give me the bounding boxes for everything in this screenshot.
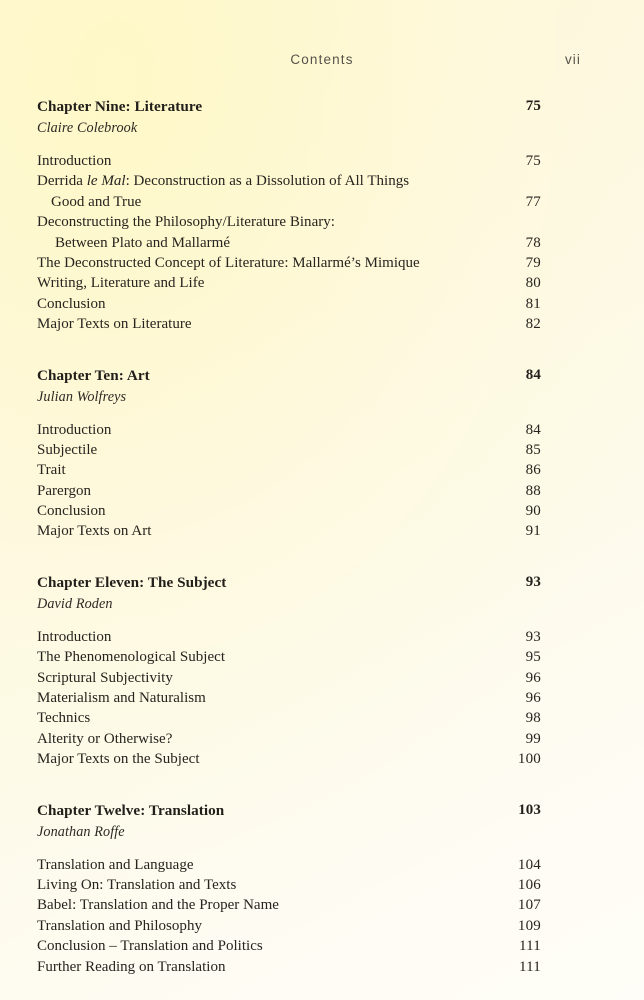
toc-entry-text-segment: Major Texts on Art	[37, 523, 152, 540]
chapter-author: Claire Colebrook	[37, 120, 138, 136]
chapter-entries	[37, 420, 541, 542]
chapter-author-row	[37, 386, 541, 408]
toc-entry-label	[37, 422, 111, 438]
toc-entry-label	[37, 918, 202, 934]
chapter-author: Julian Wolfreys	[37, 388, 127, 405]
toc-entry-row[interactable]	[37, 668, 541, 688]
chapter-title: Chapter Nine: Literature	[37, 98, 203, 115]
toc-entry-row[interactable]	[37, 936, 541, 956]
toc-entry-page-number: 84	[525, 421, 541, 438]
toc-entry-page-number: 86	[525, 462, 541, 479]
chapter-page-number: 75	[525, 98, 541, 114]
toc-entry-label	[37, 731, 172, 747]
toc-entry-label	[37, 877, 236, 893]
chapter-author: Jonathan Roffe	[37, 823, 125, 840]
chapter-title-row[interactable]	[37, 800, 541, 821]
toc-entry-page-number: 111	[519, 958, 541, 975]
toc-entry-label	[37, 897, 279, 913]
toc-entry-page-number: 82	[525, 316, 541, 333]
toc-entry-text-segment: Technics	[37, 710, 91, 727]
toc-entry-page-number: 111	[519, 938, 541, 955]
toc-entry-row[interactable]	[37, 521, 541, 541]
chapter-title-row[interactable]	[37, 96, 541, 117]
toc-entry-row[interactable]	[37, 273, 541, 293]
chapter-title: Chapter Twelve: Translation	[37, 801, 225, 819]
toc-entry-label	[37, 690, 206, 706]
toc-entry-row[interactable]	[37, 151, 541, 171]
chapter-block	[37, 96, 541, 335]
toc-entry-label	[37, 523, 151, 539]
chapter-title-row[interactable]	[37, 572, 541, 593]
toc-entry-label	[37, 483, 91, 499]
toc-entry-text-segment: Further Reading on Translation	[37, 958, 226, 975]
toc-entry-row[interactable]	[37, 420, 541, 440]
toc-entry-label	[37, 959, 226, 975]
toc-entry-page-number: 79	[525, 254, 541, 271]
running-head-folio: vii	[564, 52, 581, 67]
chapter-block	[37, 800, 541, 977]
toc-entry-text-segment: Scriptural Subjectivity	[37, 669, 173, 686]
toc-entry-row[interactable]	[37, 729, 541, 749]
toc-entry-page-number: 80	[525, 275, 541, 292]
toc-entry-label	[37, 214, 335, 230]
toc-entry-label	[37, 275, 204, 291]
toc-entry-label	[37, 173, 409, 189]
toc-entry-label	[37, 296, 106, 312]
toc-entry-row[interactable]	[37, 688, 541, 708]
toc-entry-text-segment: Materialism and Naturalism	[37, 690, 206, 707]
chapter-author-row	[37, 821, 541, 843]
chapter-entries	[37, 855, 541, 977]
toc-entry-text-segment: Babel: Translation and the Proper Name	[37, 897, 279, 914]
table-of-contents	[37, 96, 541, 977]
toc-entry-label	[37, 462, 66, 478]
toc-entry-text-segment: Parergon	[37, 482, 92, 499]
toc-entry-text-segment: Translation and Language	[37, 856, 194, 873]
toc-entry-text-segment: Living On: Translation and Texts	[37, 876, 237, 893]
toc-entry-text-segment: Introduction	[37, 421, 112, 438]
toc-entry-page-number: 88	[525, 482, 541, 499]
toc-entry-page-number: 95	[525, 649, 541, 666]
toc-entry-text-segment: Conclusion	[37, 295, 106, 312]
toc-entry-label	[37, 710, 90, 726]
toc-entry-page-number: 107	[517, 897, 541, 914]
toc-entry-label	[37, 649, 225, 665]
chapter-entries	[37, 627, 541, 770]
toc-entry-row[interactable]	[37, 895, 541, 915]
toc-entry-row[interactable]	[37, 460, 541, 480]
toc-entry-text-segment: Introduction	[37, 628, 112, 645]
toc-entry-text-segment: Subjectile	[37, 441, 98, 458]
chapter-author-row	[37, 117, 541, 139]
toc-entry-text-segment: Introduction	[37, 153, 112, 169]
toc-entry-row[interactable]	[37, 916, 541, 936]
toc-entry-row[interactable]	[37, 627, 541, 647]
toc-entry-label	[37, 442, 97, 458]
toc-entry-text-segment: Derrida	[37, 173, 87, 190]
toc-entry-row[interactable]	[37, 171, 541, 191]
toc-entry-text-segment: Alterity or Otherwise?	[37, 730, 173, 747]
chapter-title: Chapter Eleven: The Subject	[37, 573, 227, 591]
toc-entry-row[interactable]	[37, 440, 541, 460]
chapter-author-row	[37, 593, 541, 615]
toc-entry-text-segment: : Deconstruction as a Dissolution of All Things	[125, 173, 410, 190]
toc-entry-text-segment: The Phenomenological Subject	[37, 649, 226, 666]
toc-entry-text-segment: Writing, Literature and Life	[37, 275, 205, 292]
running-head	[37, 52, 607, 74]
toc-entry-page-number: 99	[525, 730, 541, 747]
toc-entry-label	[37, 316, 192, 332]
toc-entry-row[interactable]	[37, 855, 541, 875]
toc-entry-row[interactable]	[37, 253, 541, 273]
toc-entry-page-number: 106	[517, 876, 541, 893]
toc-entry-page-number: 75	[525, 153, 541, 169]
toc-entry-row[interactable]	[37, 233, 541, 253]
toc-entry-row[interactable]	[37, 875, 541, 895]
toc-entry-text-segment: Deconstructing the Philosophy/Literature Binary:	[37, 214, 335, 231]
toc-entry-text-segment: The Deconstructed Concept of Literature: Mallarmé’s Mimique	[37, 254, 420, 271]
toc-entry-text-segment: Conclusion – Translation and Politics	[37, 938, 263, 955]
toc-entry-text-segment: Good and True	[51, 193, 142, 210]
toc-entry-text-segment: Between Plato and Mallarmé	[55, 234, 231, 251]
toc-entry-row[interactable]	[37, 957, 541, 977]
toc-entry-label	[37, 194, 141, 210]
chapter-page-number: 93	[525, 573, 541, 590]
chapter-page-number: 103	[518, 801, 541, 818]
toc-entry-row[interactable]	[37, 749, 541, 769]
toc-entry-label	[37, 857, 194, 873]
chapter-author: David Roden	[37, 595, 113, 612]
chapter-title: Chapter Ten: Art	[37, 366, 150, 384]
toc-entry-label	[37, 670, 173, 686]
toc-entry-page-number: 90	[525, 503, 541, 520]
toc-entry-italic-segment: le Mal	[86, 173, 126, 190]
chapter-entries	[37, 151, 541, 335]
toc-entry-text-segment: Translation and Philosophy	[37, 917, 202, 934]
toc-entry-row[interactable]	[37, 708, 541, 728]
toc-entry-page-number: 91	[525, 523, 541, 540]
toc-entry-page-number: 109	[517, 917, 541, 934]
toc-entry-row[interactable]	[37, 294, 541, 314]
toc-entry-label	[37, 153, 111, 169]
running-head-title: Contents	[290, 52, 354, 67]
chapter-block	[37, 365, 541, 542]
toc-entry-row[interactable]	[37, 481, 541, 501]
toc-entry-text-segment: Major Texts on the Subject	[37, 751, 200, 768]
toc-entry-row[interactable]	[37, 212, 541, 232]
toc-entry-label	[37, 503, 106, 519]
toc-entry-page-number: 98	[525, 710, 541, 727]
toc-entry-row[interactable]	[37, 192, 541, 212]
toc-entry-text-segment: Trait	[37, 462, 66, 479]
toc-entry-text-segment: Conclusion	[37, 503, 106, 520]
toc-entry-label	[37, 255, 420, 271]
toc-entry-label	[37, 751, 200, 767]
toc-entry-page-number: 78	[525, 234, 541, 251]
toc-entry-page-number: 104	[517, 856, 541, 873]
chapter-block	[37, 572, 541, 770]
toc-entry-label	[37, 629, 111, 645]
toc-entry-page-number: 96	[525, 690, 541, 707]
toc-entry-page-number: 81	[525, 295, 541, 312]
toc-entry-page-number: 93	[525, 628, 541, 645]
toc-entry-text-segment: Major Texts on Literature	[37, 316, 192, 333]
toc-entry-row[interactable]	[37, 501, 541, 521]
toc-entry-label	[37, 235, 230, 251]
chapter-page-number: 84	[525, 366, 541, 383]
toc-entry-label	[37, 938, 263, 954]
toc-entry-page-number: 100	[517, 751, 541, 768]
toc-entry-page-number: 85	[525, 441, 541, 458]
toc-entry-page-number: 96	[525, 669, 541, 686]
toc-entry-page-number: 77	[525, 193, 541, 210]
toc-entry-row[interactable]	[37, 314, 541, 334]
chapter-title-row[interactable]	[37, 365, 541, 386]
toc-entry-row[interactable]	[37, 647, 541, 667]
